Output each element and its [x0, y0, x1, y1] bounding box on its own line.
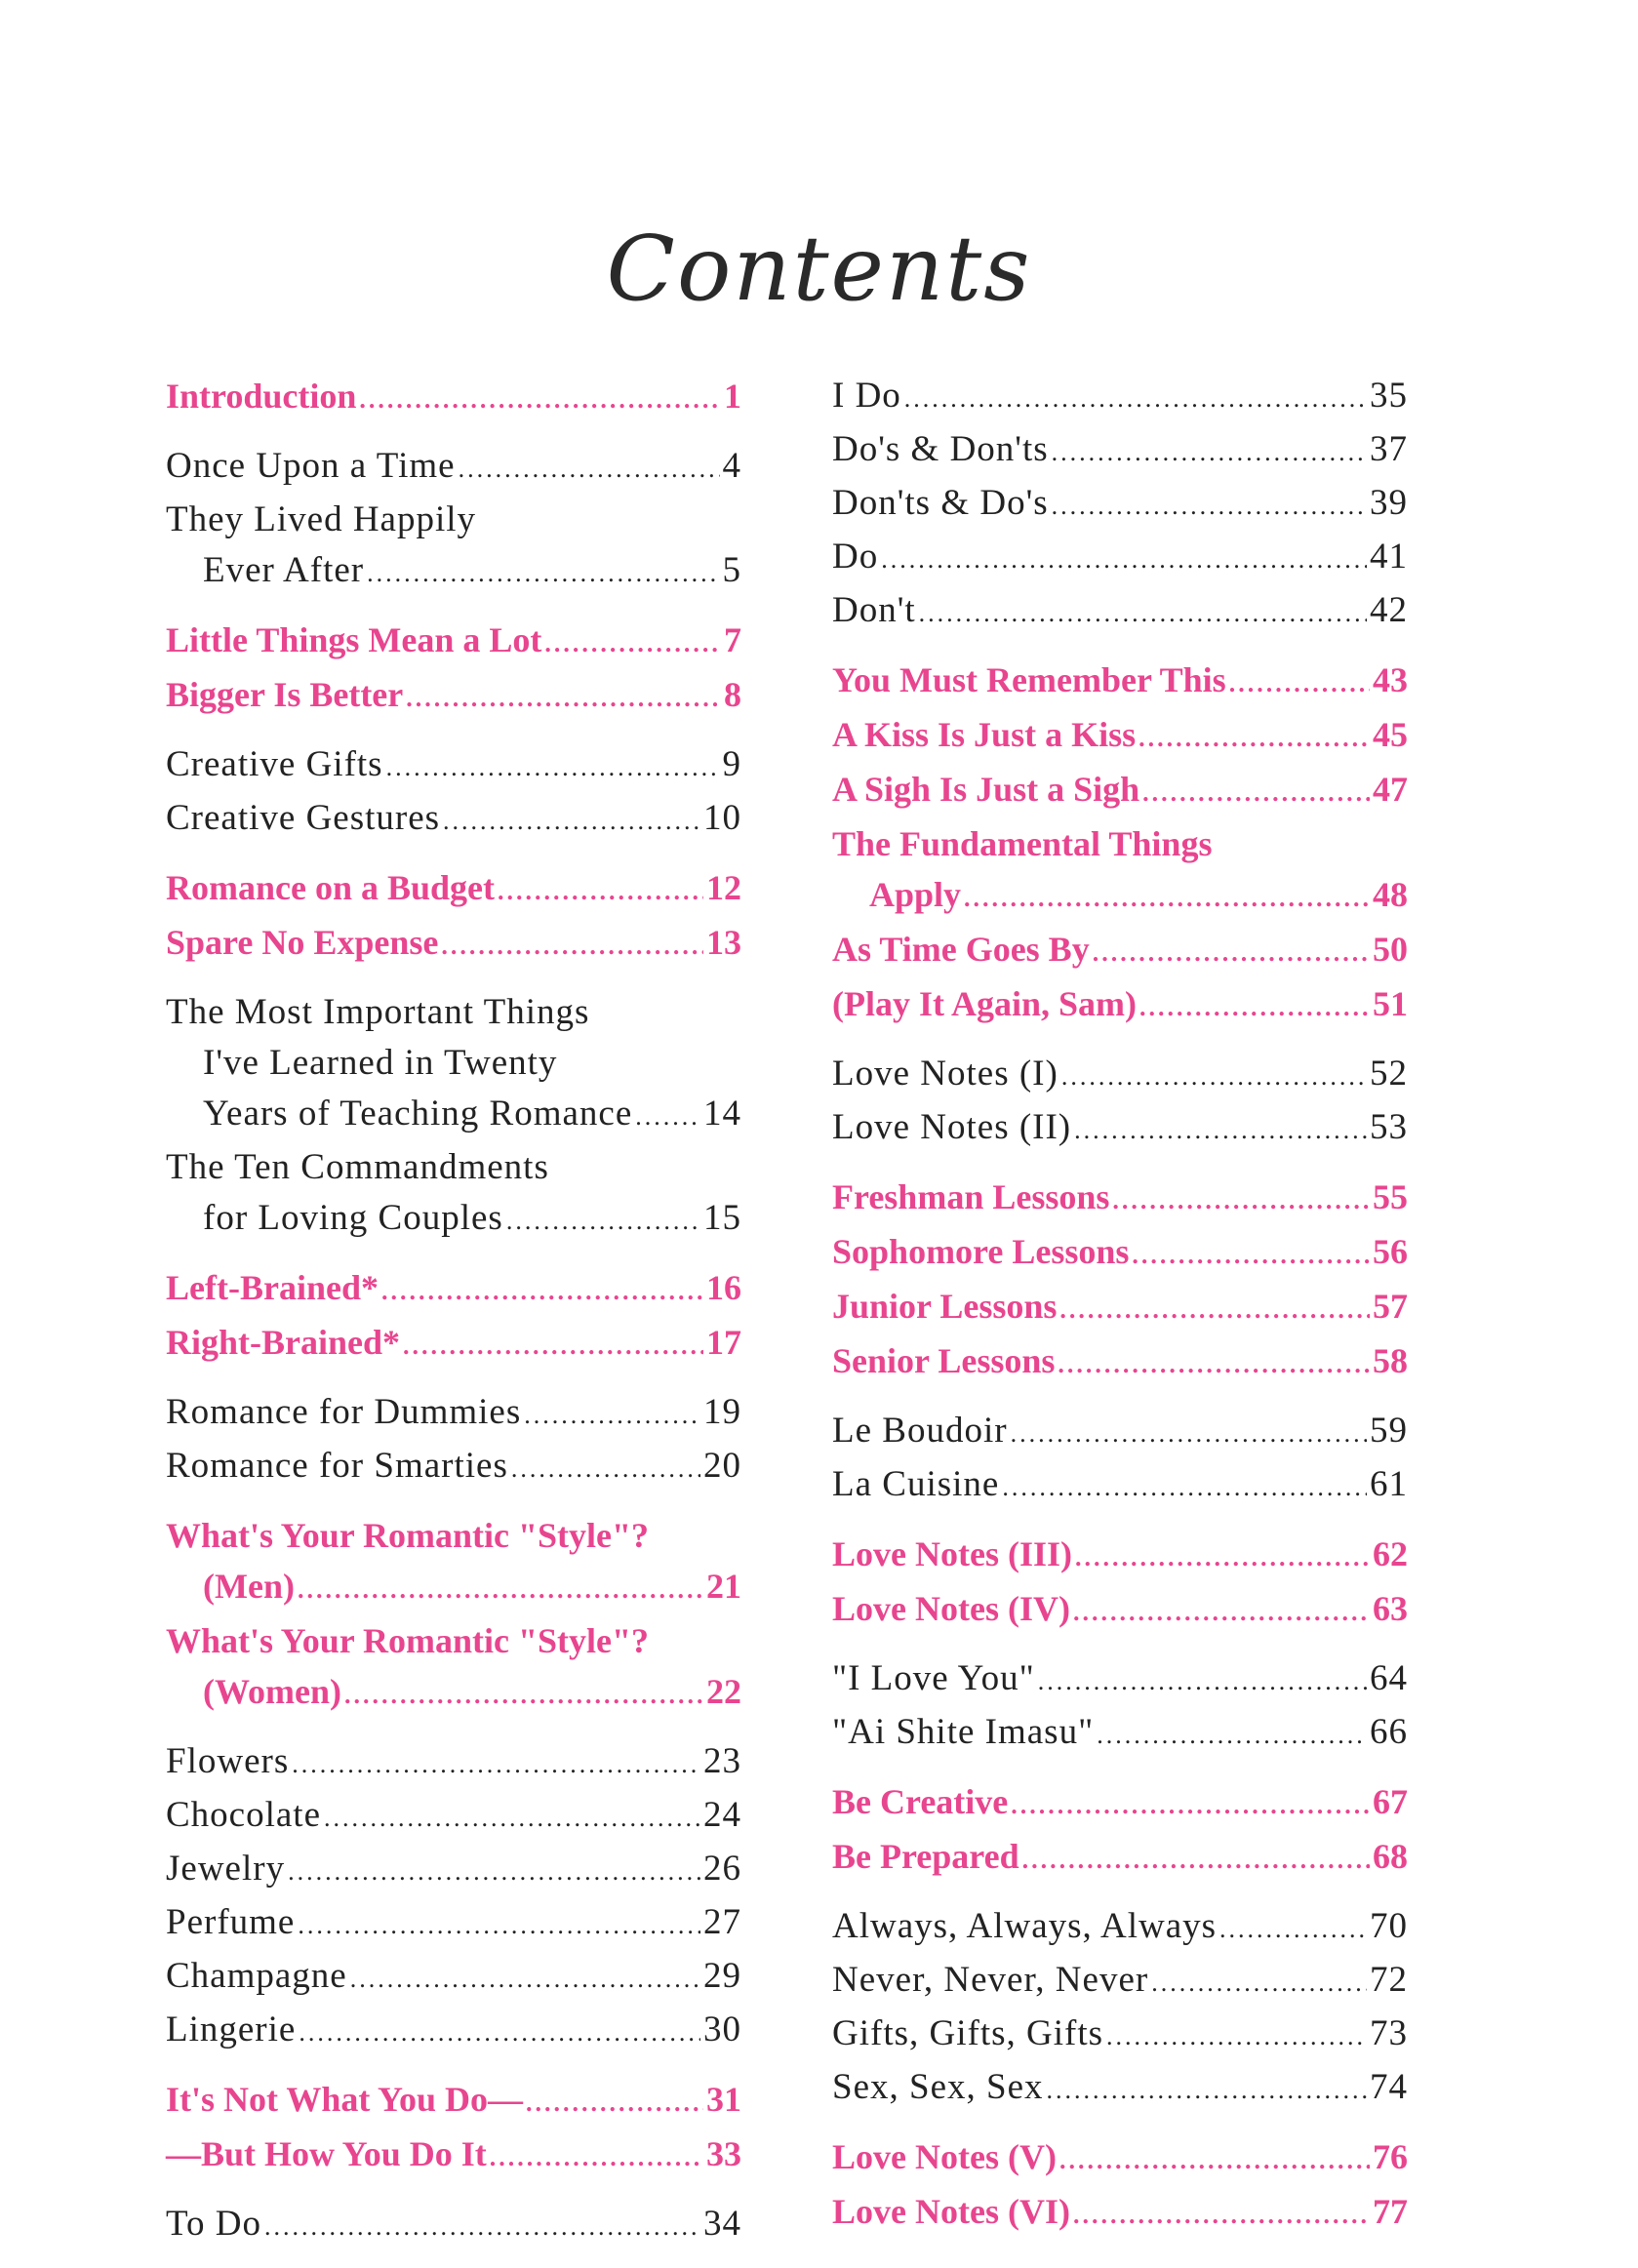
toc-group	[832, 1529, 1408, 1638]
leader-dots	[964, 873, 1370, 924]
toc-entry[interactable]	[832, 1831, 1408, 1886]
toc-entry-page: 64	[1370, 1658, 1408, 1698]
toc-entry-title: Chocolate	[166, 1795, 322, 1835]
toc-entry-title: Sophomore Lessons	[832, 1232, 1130, 1271]
leader-dots	[344, 1670, 703, 1721]
toc-entry-title: Do	[832, 537, 879, 577]
toc-entry-page: 50	[1373, 930, 1408, 969]
toc-entry[interactable]	[832, 2062, 1408, 2116]
toc-entry-title: I Do	[832, 376, 901, 416]
toc-entry-page: 4	[722, 446, 741, 486]
toc-group	[166, 615, 741, 724]
toc-entry-page: 37	[1370, 429, 1408, 469]
toc-entry[interactable]	[166, 739, 741, 793]
toc-entry-page: 16	[706, 1268, 741, 1307]
leader-dots	[1112, 1175, 1370, 1226]
leader-dots	[443, 796, 700, 847]
toc-entry-page: 45	[1373, 715, 1408, 754]
toc-entry-title: Love Notes (IV)	[832, 1589, 1070, 1628]
leader-dots	[635, 1092, 700, 1142]
toc-entry-page: 7	[724, 620, 741, 659]
toc-entry[interactable]	[832, 1102, 1408, 1156]
toc-entry[interactable]	[832, 424, 1408, 478]
toc-entry-title: Creative Gestures	[166, 798, 441, 838]
toc-entry[interactable]	[832, 655, 1408, 709]
toc-entry-page: 42	[1370, 590, 1408, 630]
toc-entry-title: As Time Goes By	[832, 930, 1090, 969]
toc-entry-title: The Ten Commandments	[166, 1147, 549, 1187]
toc-entry-title: Romance for Dummies	[166, 1392, 522, 1432]
leader-dots	[526, 2078, 703, 2129]
toc-entry-page: 39	[1370, 483, 1408, 523]
toc-entry-title: Ever After	[203, 550, 365, 590]
toc-entry[interactable]	[832, 1459, 1408, 1513]
toc-entry-title: What's Your Romantic "Style"?	[166, 1516, 649, 1555]
leader-dots	[1059, 2135, 1370, 2186]
leader-dots	[1022, 1835, 1370, 1886]
toc-entry-title: Love Notes (VI)	[832, 2192, 1070, 2231]
toc-entry[interactable]	[832, 1653, 1408, 1707]
leader-dots	[1047, 2065, 1368, 2116]
toc-entry-title: Years of Teaching Romance	[203, 1094, 633, 1134]
toc-entry-page: 22	[706, 1672, 741, 1711]
toc-entry-page: 35	[1370, 376, 1408, 416]
toc-entry-page: 19	[703, 1392, 741, 1432]
toc-entry-page: 26	[703, 1849, 741, 1889]
toc-entry-title: Be Creative	[832, 1782, 1009, 1821]
toc-entry-page: 63	[1373, 1589, 1408, 1628]
toc-entry-page: 43	[1373, 660, 1408, 699]
toc-group	[832, 655, 1408, 1033]
toc-entry-title: Love Notes (II)	[832, 1107, 1072, 1147]
leader-dots	[1139, 713, 1370, 764]
toc-entry-page: 20	[703, 1446, 741, 1486]
toc-entry[interactable]	[166, 615, 741, 669]
toc-entry-title: Perfume	[166, 1902, 296, 1942]
leader-dots	[298, 1900, 700, 1951]
toc-entry-title: Apply	[869, 875, 962, 914]
toc-group	[832, 1776, 1408, 1886]
toc-entry[interactable]	[832, 764, 1408, 818]
toc-group	[832, 371, 1408, 639]
toc-entry-page: 53	[1370, 1107, 1408, 1147]
toc-entry-page: 55	[1373, 1177, 1408, 1216]
toc-entry-page: 76	[1373, 2137, 1408, 2176]
leader-dots	[288, 1847, 700, 1897]
toc-entry[interactable]	[166, 1387, 741, 1441]
toc-entry-title: Always, Always, Always	[832, 1906, 1218, 1946]
toc-entry-title: You Must Remember This	[832, 660, 1226, 699]
toc-entry-title: Senior Lessons	[832, 1341, 1056, 1380]
leader-dots	[1052, 481, 1367, 532]
toc-entry-title: To Do	[166, 2204, 261, 2244]
toc-entry[interactable]	[166, 793, 741, 847]
toc-group	[166, 1262, 741, 1372]
toc-entry-title: Do's & Don'ts	[832, 429, 1049, 469]
toc-entry-page: 29	[703, 1956, 741, 1996]
toc-entry[interactable]	[832, 2009, 1408, 2062]
toc-entry-title: Romance for Smarties	[166, 1446, 508, 1486]
toc-entry[interactable]	[166, 2074, 741, 2129]
leader-dots	[1002, 1462, 1367, 1513]
toc-entry	[166, 1615, 741, 1666]
toc-entry-title: The Most Important Things	[166, 992, 590, 1032]
toc-entry[interactable]	[166, 1736, 741, 1790]
toc-entry[interactable]	[832, 585, 1408, 639]
toc-group	[166, 2074, 741, 2183]
toc-entry-title: Introduction	[166, 377, 357, 416]
leader-dots	[1219, 1904, 1367, 1955]
toc-entry[interactable]	[166, 1790, 741, 1844]
toc-group	[166, 1387, 741, 1494]
leader-dots	[511, 1444, 700, 1494]
toc-entry-page: 72	[1370, 1960, 1408, 2000]
leader-dots	[544, 618, 721, 669]
toc-entry[interactable]	[832, 1901, 1408, 1955]
toc-entry-page: 10	[703, 798, 741, 838]
leader-dots	[1074, 1105, 1367, 1156]
page-title: Contents	[606, 217, 1032, 321]
toc-entry-title: "I Love You"	[832, 1658, 1035, 1698]
toc-entry-title: Sex, Sex, Sex	[832, 2067, 1044, 2107]
leader-dots	[298, 1565, 703, 1615]
toc-entry[interactable]	[832, 924, 1408, 978]
toc-entry-title: Jewelry	[166, 1849, 286, 1889]
toc-entry-title: Little Things Mean a Lot	[166, 620, 542, 659]
leader-dots	[904, 374, 1367, 424]
toc-entry[interactable]	[166, 1951, 741, 2005]
toc-group	[166, 1736, 741, 2058]
leader-dots	[1011, 1780, 1370, 1831]
toc-entry-title: Love Notes (V)	[832, 2137, 1057, 2176]
toc-entry[interactable]	[166, 371, 741, 425]
toc-entry-title: "Ai Shite Imasu"	[832, 1712, 1095, 1752]
leader-dots	[1058, 1339, 1370, 1390]
toc-entry[interactable]	[166, 1561, 741, 1615]
toc-entry[interactable]	[832, 1583, 1408, 1638]
toc-group	[166, 371, 741, 425]
toc-entry-page: 9	[722, 744, 741, 784]
toc-entry-title: It's Not What You Do—	[166, 2080, 524, 2119]
toc-entry[interactable]	[832, 1281, 1408, 1335]
leader-dots	[264, 2202, 700, 2252]
toc-entry[interactable]	[832, 1049, 1408, 1102]
toc-entry[interactable]	[166, 1844, 741, 1897]
toc-entry-title: Champagne	[166, 1956, 347, 1996]
toc-entry-title: The Fundamental Things	[832, 824, 1213, 863]
leader-dots	[1132, 1230, 1370, 1281]
toc-entry-page: 21	[706, 1567, 741, 1606]
leader-dots	[1073, 1587, 1370, 1638]
toc-entry-title: Left-Brained*	[166, 1268, 379, 1307]
toc-entry	[166, 987, 741, 1038]
toc-entry[interactable]	[166, 2129, 741, 2183]
toc-entry-page: 48	[1373, 875, 1408, 914]
toc-entry	[832, 818, 1408, 869]
toc-group	[832, 1049, 1408, 1156]
toc-entry-title: Spare No Expense	[166, 923, 439, 962]
toc-entry[interactable]	[832, 1776, 1408, 1831]
toc-entry-title: Flowers	[166, 1741, 290, 1781]
toc-entry[interactable]	[832, 2131, 1408, 2186]
toc-entry[interactable]	[166, 1317, 741, 1372]
toc-entry-page: 23	[703, 1741, 741, 1781]
toc-entry-page: 47	[1373, 770, 1408, 809]
leader-dots	[359, 375, 721, 425]
leader-dots	[292, 1739, 700, 1790]
toc-entry-title: I've Learned in Twenty	[203, 1043, 558, 1083]
toc-entry-page: 66	[1370, 1712, 1408, 1752]
toc-entry[interactable]	[166, 2005, 741, 2058]
toc-entry-page: 56	[1373, 1232, 1408, 1271]
toc-entry-page: 52	[1370, 1054, 1408, 1094]
toc-entry-title: Right-Brained*	[166, 1323, 401, 1362]
toc-entry-title: La Cuisine	[832, 1464, 1000, 1504]
toc-entry[interactable]	[832, 1406, 1408, 1459]
toc-entry-title: Once Upon a Time	[166, 446, 456, 486]
leader-dots	[406, 673, 721, 724]
toc-entry-page: 68	[1373, 1837, 1408, 1876]
toc-entry[interactable]	[166, 1089, 741, 1142]
toc-entry-title: for Loving Couples	[203, 1198, 503, 1238]
toc-entry	[166, 495, 741, 545]
toc-entry-title: Don't	[832, 590, 916, 630]
toc-entry-page: 34	[703, 2204, 741, 2244]
toc-entry[interactable]	[832, 709, 1408, 764]
toc-entry[interactable]	[166, 1262, 741, 1317]
toc-entry-title: Gifts, Gifts, Gifts	[832, 2013, 1103, 2053]
leader-dots	[1073, 2190, 1370, 2241]
toc-entry-page: 58	[1373, 1341, 1408, 1380]
toc-entry-title: Don'ts & Do's	[832, 483, 1049, 523]
toc-entry[interactable]	[166, 1193, 741, 1247]
toc-entry-title: What's Your Romantic "Style"?	[166, 1621, 649, 1660]
leader-dots	[386, 742, 720, 793]
toc-entry	[166, 1510, 741, 1561]
leader-dots	[498, 866, 703, 917]
toc-group	[832, 1653, 1408, 1761]
toc-entry-page: 31	[706, 2080, 741, 2119]
toc-entry-title: A Kiss Is Just a Kiss	[832, 715, 1137, 754]
toc-entry-title: (Women)	[203, 1672, 341, 1711]
leader-dots	[367, 548, 719, 599]
toc-entry[interactable]	[832, 532, 1408, 585]
toc-group	[166, 739, 741, 847]
toc-entry-title: They Lived Happily	[166, 499, 477, 539]
leader-dots	[381, 1266, 703, 1317]
toc-entry-page: 73	[1370, 2013, 1408, 2053]
toc-entry	[166, 1038, 741, 1089]
toc-entry-page: 62	[1373, 1534, 1408, 1573]
toc-entry-page: 51	[1373, 984, 1408, 1023]
toc-entry-title: Le Boudoir	[832, 1411, 1008, 1451]
leader-dots	[1052, 427, 1367, 478]
leader-dots	[524, 1390, 700, 1441]
toc-entry-page: 77	[1373, 2192, 1408, 2231]
toc-entry-title: Bigger Is Better	[166, 675, 404, 714]
toc-entry-title: Love Notes (III)	[832, 1534, 1072, 1573]
toc-entry-page: 74	[1370, 2067, 1408, 2107]
leader-dots	[506, 1196, 700, 1247]
leader-dots	[881, 535, 1367, 585]
toc-group	[166, 441, 741, 599]
toc-entry-page: 67	[1373, 1782, 1408, 1821]
toc-group	[166, 987, 741, 1247]
toc-entry-title: Freshman Lessons	[832, 1177, 1110, 1216]
leader-dots	[1106, 2011, 1367, 2062]
leader-dots	[350, 1954, 700, 2005]
toc-entry[interactable]	[832, 1335, 1408, 1390]
toc-entry[interactable]	[832, 478, 1408, 532]
toc-entry-page: 70	[1370, 1906, 1408, 1946]
toc-entry-page: 33	[706, 2134, 741, 2173]
toc-entry-page: 61	[1370, 1464, 1408, 1504]
toc-entry-page: 59	[1370, 1411, 1408, 1451]
toc-group	[832, 1172, 1408, 1390]
leader-dots	[1038, 1656, 1367, 1707]
toc-entry-page: 27	[703, 1902, 741, 1942]
toc-entry-page: 14	[703, 1094, 741, 1134]
toc-entry[interactable]	[166, 1441, 741, 1494]
toc-entry-page: 12	[706, 868, 741, 907]
toc-entry[interactable]	[166, 441, 741, 495]
toc-entry-page: 24	[703, 1795, 741, 1835]
toc-entry-page: 15	[703, 1198, 741, 1238]
toc-entry[interactable]	[166, 862, 741, 917]
toc-entry-page: 8	[724, 675, 741, 714]
toc-entry[interactable]	[166, 545, 741, 599]
leader-dots	[324, 1793, 700, 1844]
toc-entry-title: Never, Never, Never	[832, 1960, 1149, 2000]
toc-entry[interactable]	[832, 1529, 1408, 1583]
toc-group	[832, 1901, 1408, 2116]
leader-dots	[490, 2132, 703, 2183]
toc-entry-title: Love Notes (I)	[832, 1054, 1059, 1094]
toc-entry-page: 13	[706, 923, 741, 962]
toc-entry[interactable]	[166, 669, 741, 724]
leader-dots	[1097, 1710, 1367, 1761]
leader-dots	[1151, 1958, 1367, 2009]
toc-entry-title: (Men)	[203, 1567, 295, 1606]
toc-group	[832, 2131, 1408, 2241]
leader-dots	[1059, 1285, 1370, 1335]
leader-dots	[1011, 1409, 1367, 1459]
toc-entry	[166, 1142, 741, 1193]
toc-entry-title: (Play It Again, Sam)	[832, 984, 1138, 1023]
toc-entry[interactable]	[832, 978, 1408, 1033]
toc-column-left	[166, 371, 741, 2268]
leader-dots	[1061, 1052, 1367, 1102]
toc-entry[interactable]	[832, 1172, 1408, 1226]
toc-entry[interactable]	[166, 917, 741, 972]
toc-entry[interactable]	[832, 869, 1408, 924]
toc-column-right	[832, 371, 1408, 2256]
leader-dots	[1075, 1532, 1370, 1583]
toc-entry-page: 1	[724, 377, 741, 416]
leader-dots	[1139, 982, 1370, 1033]
leader-dots	[441, 921, 703, 972]
toc-entry-title: Lingerie	[166, 2009, 297, 2049]
toc-group	[832, 1406, 1408, 1513]
toc-entry-title: Creative Gifts	[166, 744, 383, 784]
toc-entry[interactable]	[832, 1226, 1408, 1281]
toc-entry[interactable]	[832, 2186, 1408, 2241]
toc-entry-title: Romance on a Budget	[166, 868, 496, 907]
leader-dots	[919, 588, 1367, 639]
toc-entry-page: 57	[1373, 1287, 1408, 1326]
leader-dots	[1142, 768, 1370, 818]
toc-entry[interactable]	[166, 1666, 741, 1721]
leader-dots	[1093, 928, 1370, 978]
toc-entry[interactable]	[832, 371, 1408, 424]
toc-entry[interactable]	[166, 1897, 741, 1951]
toc-group	[166, 1510, 741, 1721]
toc-entry-page: 17	[706, 1323, 741, 1362]
toc-entry-page: 5	[722, 550, 741, 590]
toc-entry[interactable]	[832, 1707, 1408, 1761]
toc-group	[166, 862, 741, 972]
toc-entry-page: 30	[703, 2009, 741, 2049]
leader-dots	[299, 2008, 700, 2058]
toc-entry-page: 41	[1370, 537, 1408, 577]
toc-entry-title: Junior Lessons	[832, 1287, 1058, 1326]
toc-entry-title: —But How You Do It	[166, 2134, 487, 2173]
toc-entry[interactable]	[166, 2199, 741, 2252]
toc-group	[166, 2199, 741, 2252]
leader-dots	[459, 444, 720, 495]
toc-entry-title: Be Prepared	[832, 1837, 1019, 1876]
leader-dots	[403, 1321, 703, 1372]
toc-entry[interactable]	[832, 1955, 1408, 2009]
toc-entry-title: A Sigh Is Just a Sigh	[832, 770, 1140, 809]
leader-dots	[1229, 658, 1370, 709]
